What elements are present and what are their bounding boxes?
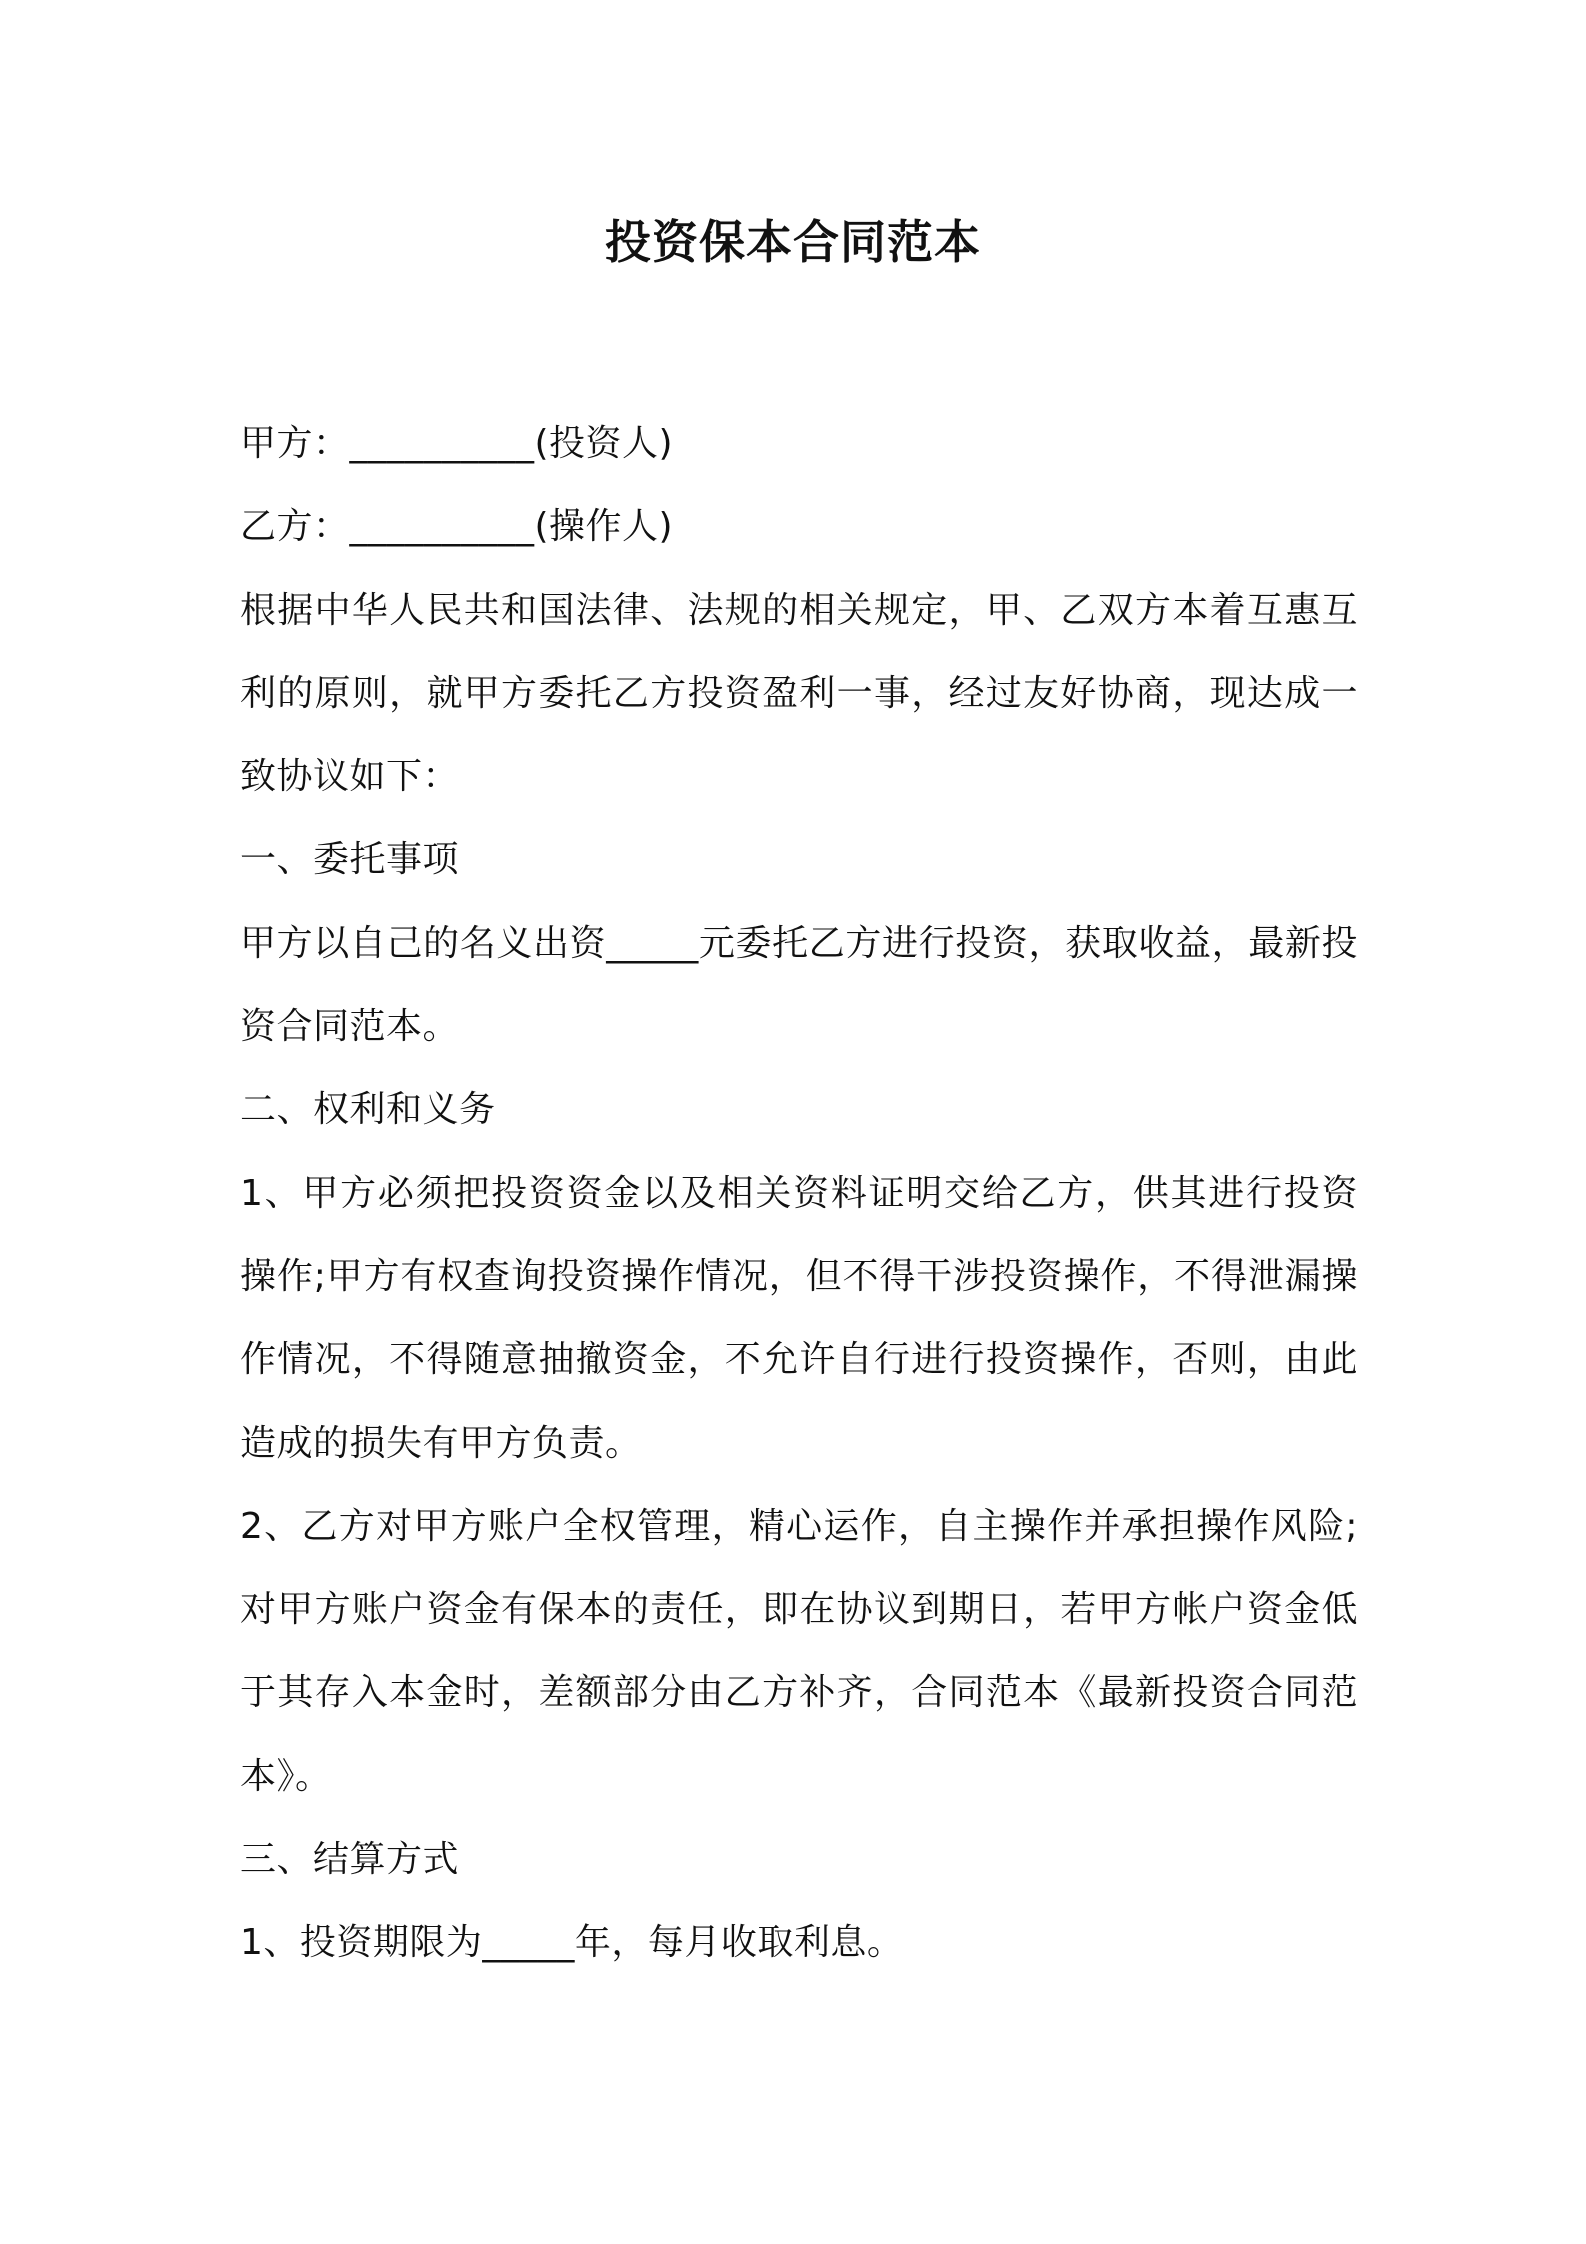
section-heading-rights-obligations: 二、权利和义务: [240, 1089, 496, 1131]
document-title: 投资保本合同范本: [605, 215, 981, 269]
entrustment-paragraph: 甲方以自己的名义出资_____元委托乙方进行投资，获取收益，最新投资合同范本。: [240, 922, 1358, 1048]
party-b-line: 乙方：__________(操作人): [240, 506, 674, 548]
clause-party-b-obligations: 2、乙方对甲方账户全权管理，精心运作，自主操作并承担操作风险;对甲方账户资金有保本的责任，即在协议到期日，若甲方帐户资金低于其存入本金时，差额部分由乙方补齐，合同范本《最新投资合同范本》。: [240, 1505, 1358, 1797]
document-body: [240, 402, 1358, 1985]
clause-party-a-obligations: 1、甲方必须把投资资金以及相关资料证明交给乙方，供其进行投资操作;甲方有权查询投资操作情况，但不得干涉投资操作，不得泄漏操作情况，不得随意抽撤资金，不允许自行进行投资操作，否则，由此造成的损失有甲方负责。: [240, 1172, 1358, 1464]
clause-investment-term: 1、投资期限为_____年，每月收取利息。: [240, 1922, 904, 1964]
party-a-line: 甲方：__________(投资人): [240, 423, 674, 464]
section-heading-entrustment: 一、委托事项: [240, 839, 460, 881]
preamble-paragraph: 根据中华人民共和国法律、法规的相关规定，甲、乙双方本着互惠互利的原则，就甲方委托乙方投资盈利一事，经过友好协商，现达成一致协议如下：: [240, 589, 1358, 798]
section-heading-settlement: 三、结算方式: [240, 1839, 460, 1881]
